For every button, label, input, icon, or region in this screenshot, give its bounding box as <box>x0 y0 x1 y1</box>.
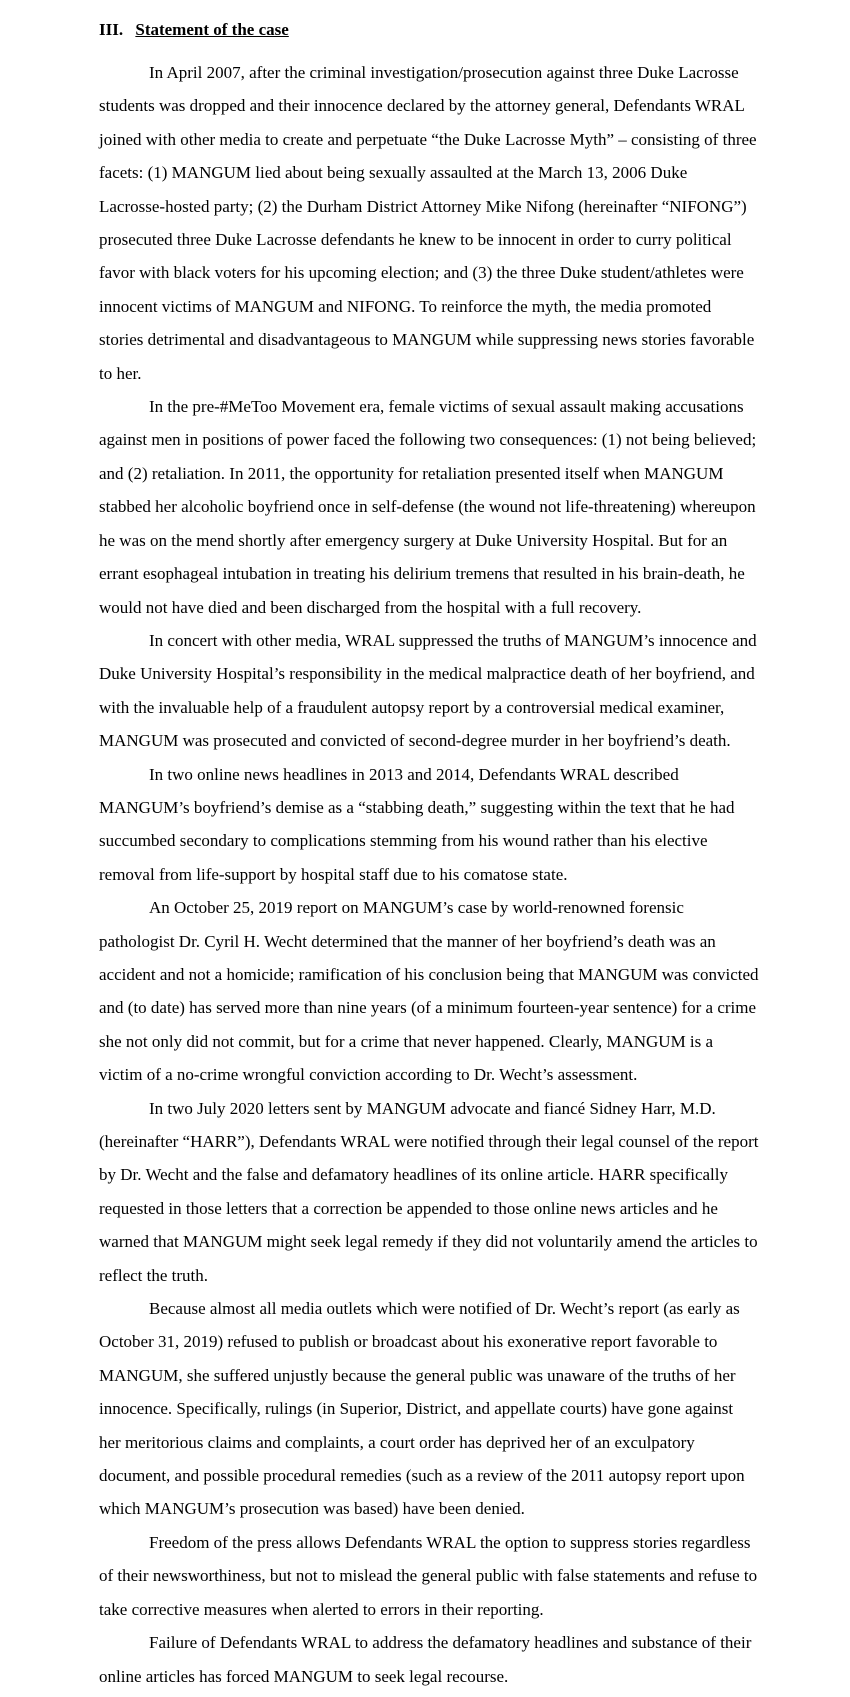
text-line: pathologist Dr. Cyril H. Wecht determined that the manner of her boyfriend’s death was an <box>99 931 716 951</box>
text-line: victim of a no-crime wrongful conviction according to Dr. Wecht’s assessment. <box>99 1065 638 1085</box>
text-line: students was dropped and their innocence declared by the attorney general, Defendants WRAL <box>99 96 745 116</box>
text-line: and (2) retaliation. In 2011, the opportunity for retaliation presented itself when MANGUM <box>99 463 724 483</box>
text-line: In two online news headlines in 2013 and 2014, Defendants WRAL described <box>149 764 679 784</box>
text-line: stories detrimental and disadvantageous to MANGUM while suppressing news stories favorable <box>99 330 755 350</box>
section-number: III. <box>99 20 124 39</box>
text-line: Lacrosse-hosted party; (2) the Durham District Attorney Mike Nifong (hereinafter “NIFONG”) <box>99 196 747 216</box>
paragraph <box>99 56 759 390</box>
text-line: removal from life-support by hospital staff due to his comatose state. <box>99 864 568 884</box>
text-line: Because almost all media outlets which were notified of Dr. Wecht’s report (as early as <box>149 1299 740 1319</box>
text-line: prosecuted three Duke Lacrosse defendants he knew to be innocent in order to curry political <box>99 230 732 250</box>
paragraph <box>99 891 759 1091</box>
text-line: An October 25, 2019 report on MANGUM’s case by world-renowned forensic <box>149 898 684 918</box>
paragraph <box>99 1626 759 1693</box>
text-line: stabbed her alcoholic boyfriend once in self-defense (the wound not life-threatening) whereupon <box>99 497 756 517</box>
text-line: which MANGUM’s prosecution was based) have been denied. <box>99 1499 525 1519</box>
text-line: MANGUM, she suffered unjustly because the general public was unaware of the truths of her <box>99 1365 736 1385</box>
paragraph <box>99 390 759 624</box>
text-line: online articles has forced MANGUM to seek legal recourse. <box>99 1666 509 1686</box>
text-line: October 31, 2019) refused to publish or broadcast about his exonerative report favorable to <box>99 1332 718 1352</box>
text-line: of their newsworthiness, but not to mislead the general public with false statements and refuse to <box>99 1566 758 1586</box>
text-line: Freedom of the press allows Defendants WRAL the option to suppress stories regardless <box>149 1532 751 1552</box>
text-line: warned that MANGUM might seek legal remedy if they did not voluntarily amend the articles to <box>99 1232 758 1252</box>
document-body <box>99 56 759 1693</box>
text-line: In two July 2020 letters sent by MANGUM advocate and fiancé Sidney Harr, M.D. <box>149 1098 716 1118</box>
text-line: by Dr. Wecht and the false and defamatory headlines of its online article. HARR specifically <box>99 1165 729 1185</box>
text-line: with the invaluable help of a fraudulent autopsy report by a controversial medical examiner, <box>99 697 725 717</box>
text-line: facets: (1) MANGUM lied about being sexually assaulted at the March 13, 2006 Duke <box>99 163 688 183</box>
section-title: Statement of the case <box>135 20 289 39</box>
text-line: against men in positions of power faced the following two consequences: (1) not being believed; <box>99 430 757 450</box>
text-line: reflect the truth. <box>99 1265 209 1285</box>
text-line: In April 2007, after the criminal investigation/prosecution against three Duke Lacrosse <box>149 63 739 82</box>
text-line: MANGUM was prosecuted and convicted of second-degree murder in her boyfriend’s death. <box>99 731 731 751</box>
text-line: requested in those letters that a correction be appended to those online news articles and he <box>99 1198 718 1218</box>
text-line: innocent victims of MANGUM and NIFONG. To reinforce the myth, the media promoted <box>99 296 712 316</box>
text-line: take corrective measures when alerted to errors in their reporting. <box>99 1599 544 1619</box>
text-line: succumbed secondary to complications stemming from his wound rather than his elective <box>99 831 708 851</box>
text-line: In the pre-#MeToo Movement era, female victims of sexual assault making accusations <box>149 397 744 417</box>
text-line: (hereinafter “HARR”), Defendants WRAL were notified through their legal counsel of the report <box>99 1132 759 1151</box>
text-line: Duke University Hospital’s responsibility in the medical malpractice death of her boyfriend, and <box>99 664 755 684</box>
text-line: he was on the mend shortly after emergency surgery at Duke University Hospital. But for an <box>99 530 728 550</box>
document-page <box>99 18 759 1693</box>
paragraph <box>99 1292 759 1526</box>
paragraph <box>99 1092 759 1292</box>
text-line: In concert with other media, WRAL suppressed the truths of MANGUM’s innocence and <box>149 630 757 650</box>
text-line: to her. <box>99 363 142 383</box>
text-line: and (to date) has served more than nine years (of a minimum fourteen-year sentence) for a crime <box>99 998 757 1018</box>
paragraph <box>99 624 759 758</box>
text-line: accident and not a homicide; ramification of his conclusion being that MANGUM was convicted <box>99 964 759 984</box>
section-heading <box>99 18 759 42</box>
paragraph <box>99 1526 759 1626</box>
paragraph <box>99 758 759 892</box>
text-line: document, and possible procedural remedies (such as a review of the 2011 autopsy report upon <box>99 1466 745 1486</box>
text-line: MANGUM’s boyfriend’s demise as a “stabbing death,” suggesting within the text that he had <box>99 797 735 817</box>
text-line: favor with black voters for his upcoming election; and (3) the three Duke student/athletes were <box>99 263 744 283</box>
text-line: joined with other media to create and perpetuate “the Duke Lacrosse Myth” – consisting of three <box>99 129 757 149</box>
text-line: she not only did not commit, but for a crime that never happened. Clearly, MANGUM is a <box>99 1031 714 1051</box>
text-line: innocence. Specifically, rulings (in Superior, District, and appellate courts) have gone against <box>99 1399 734 1419</box>
text-line: her meritorious claims and complaints, a court order has deprived her of an exculpatory <box>99 1432 695 1452</box>
text-line: Failure of Defendants WRAL to address the defamatory headlines and substance of their <box>149 1633 752 1653</box>
text-line: errant esophageal intubation in treating his delirium tremens that resulted in his brain-death, he <box>99 564 745 584</box>
text-line: would not have died and been discharged from the hospital with a full recovery. <box>99 597 642 617</box>
